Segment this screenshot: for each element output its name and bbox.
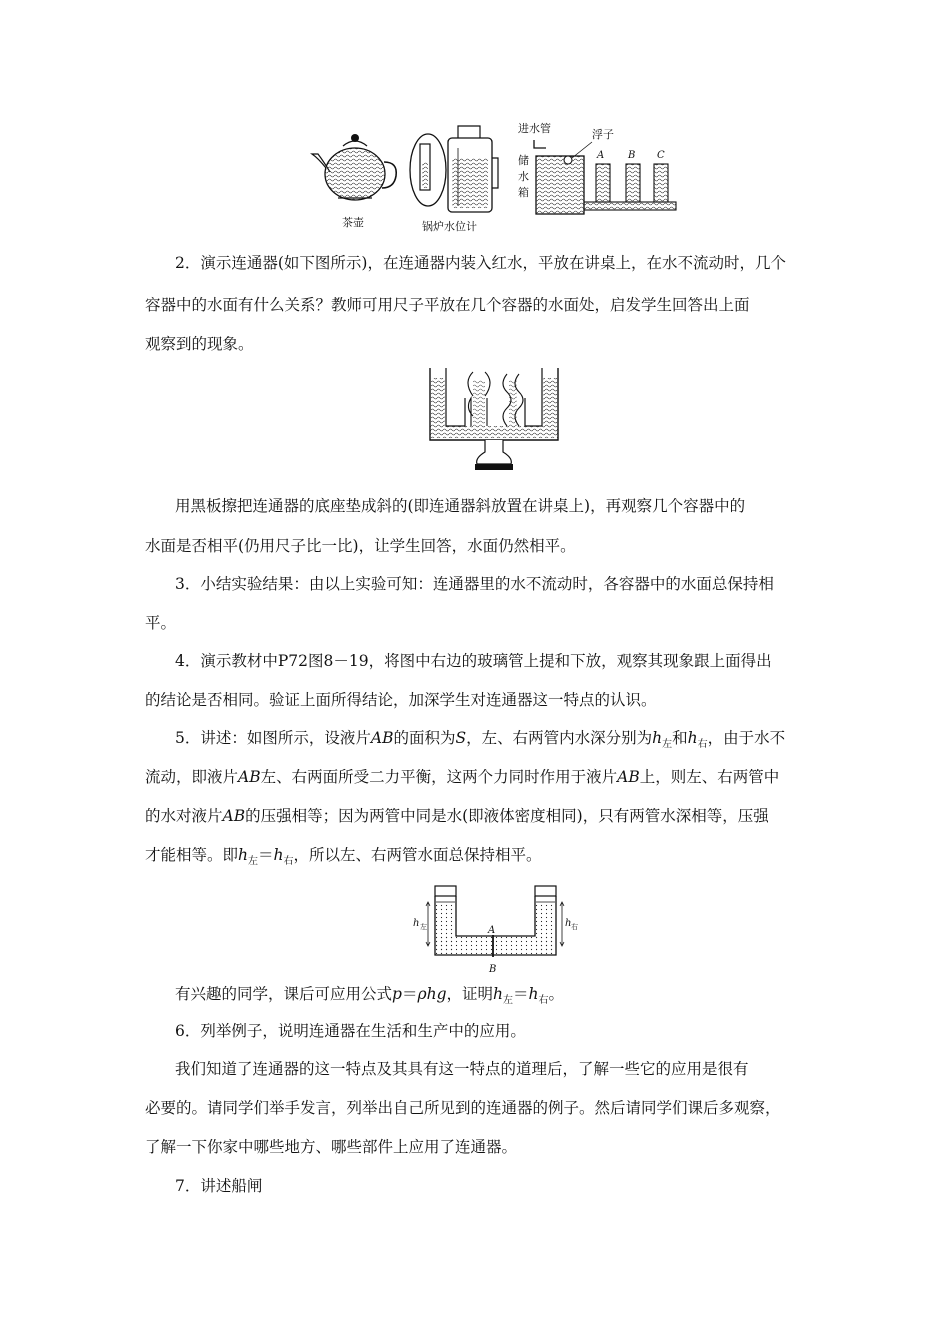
para7-line1: 7．讲述船闸 [175,1177,263,1195]
para-apply-line1: 我们知道了连通器的这一特点及其具有这一特点的道理后，了解一些它的应用是很有 [175,1060,749,1078]
tank-char-2: 水 [518,170,529,183]
para4-line2: 的结论是否相同。验证上面所得结论，加深学生对连通器这一特点的认识。 [145,691,657,709]
para4-line1: 4．演示教材中P72图8－19，将图中右边的玻璃管上提和下放，观察其现象跟上面得出 [175,652,772,670]
boiler-label: 锅炉水位计 [422,220,477,233]
h-right-label-sub: 右 [571,923,578,931]
tap-c-label: C [657,150,665,161]
para5-line1: 5．讲述：如图所示，设液片AB的面积为S，左、右两管内水深分别为$h_左$和$h_右$，由于水不 [175,729,786,751]
water-tank-illustration [518,121,676,214]
para3-line1: 3．小结实验结果：由以上实验可知：连通器里的水不流动时，各容器中的水面总保持相 [175,575,774,593]
tank-char-3: 箱 [518,186,529,199]
para-apply-line2: 必要的。请同学们举手发言，列举出自己所见到的连通器的例子。然后请同学们课后多观察， [145,1099,781,1117]
h-right-label-h: h [565,918,572,929]
para5-line2: 流动，即液片AB左、右两面所受二力平衡，这两个力同时作用于液片AB上，则左、右两管中 [145,768,780,786]
para5-line3: 的水对液片AB的压强相等；因为两管中同是水(即液体密度相同)，只有两管水深相等，压强 [145,807,769,825]
h-left-label-sub: 左 [420,923,427,931]
tap-a-label: A [597,150,605,161]
point-a-label: A [488,925,496,936]
para5-line4: 才能相等。即$h_左=h_右$，所以左、右两管水面总保持相平。 [145,846,542,868]
point-b-label: B [489,964,497,975]
teapot-label: 茶壶 [342,216,364,229]
para-incline-line1: 用黑板擦把连通器的底座垫成斜的(即连通器斜放置在讲桌上)，再观察几个容器中的 [175,497,746,515]
para-formula: 有兴趣的同学，课后可应用公式p＝ρhg，证明$h_左=h_右$。 [175,985,565,1007]
para-incline-line2: 水面是否相平(仍用尺子比一比)，让学生回答，水面仍然相平。 [145,537,576,555]
para2-line3: 观察到的现象。 [145,335,254,353]
float-label: 浮子 [592,128,614,141]
para6-line1: 6．列举例子，说明连通器在生活和生产中的应用。 [175,1022,526,1040]
figure-u-tube [410,880,580,978]
para-apply-line3: 了解一下你家中哪些地方、哪些部件上应用了连通器。 [145,1138,518,1156]
tap-b-label: B [628,150,636,161]
inlet-pipe-label: 进水管 [518,122,551,135]
figure-applications [310,118,680,238]
teapot-illustration [312,134,396,229]
figure-connected-vessels [425,368,565,476]
para3-line2: 平。 [145,614,177,632]
tank-char-1: 储 [518,154,529,167]
para2-line1: 2．演示连通器(如下图所示)，在连通器内装入红水，平放在讲桌上，在水不流动时，几个 [175,254,786,272]
boiler-gauge-illustration [410,126,498,233]
h-left-label-h: h [413,918,420,929]
para2-line2: 容器中的水面有什么关系？教师可用尺子平放在几个容器的水面处，启发学生回答出上面 [145,296,750,314]
